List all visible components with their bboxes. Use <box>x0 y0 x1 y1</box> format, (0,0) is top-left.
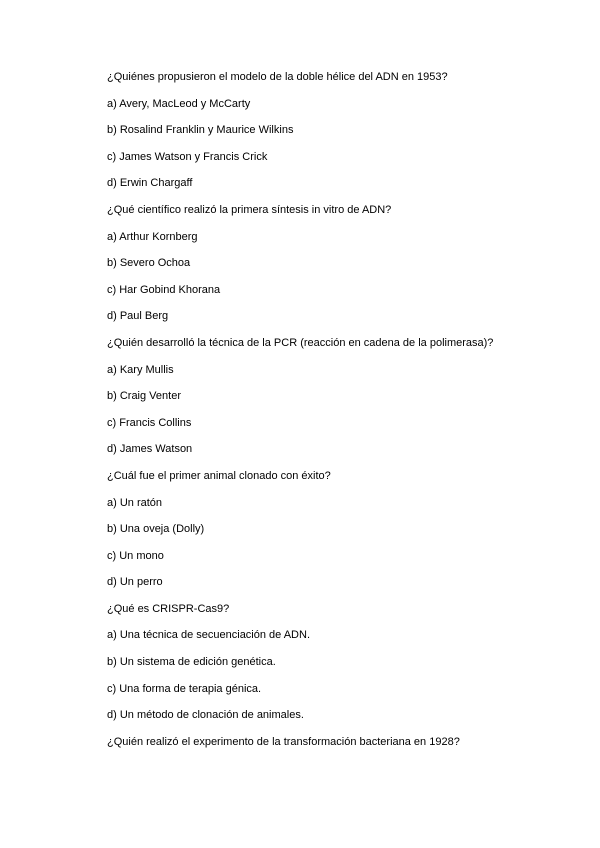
answer-option: a) Kary Mullis <box>107 363 174 376</box>
answer-option: c) Una forma de terapia génica. <box>107 682 262 695</box>
question-block <box>107 470 567 589</box>
answer-option: b) Severo Ochoa <box>107 257 191 270</box>
question-block <box>107 603 567 722</box>
answer-option: b) Una oveja (Dolly) <box>107 523 205 536</box>
answer-option: a) Una técnica de secuenciación de ADN. <box>107 629 311 642</box>
answer-option: b) Craig Venter <box>107 390 181 403</box>
answer-option: d) Erwin Chargaff <box>107 177 193 190</box>
question-text: ¿Quién desarrolló la técnica de la PCR (reacción en cadena de la polimerasa)? <box>107 336 494 349</box>
answer-option: d) Un perro <box>107 576 163 589</box>
question-block <box>107 337 567 456</box>
answer-option: b) Rosalind Franklin y Maurice Wilkins <box>107 124 294 137</box>
question-block <box>107 71 567 190</box>
question-block <box>107 204 567 323</box>
answer-option: d) James Watson <box>107 443 193 456</box>
answer-option: c) Un mono <box>107 549 164 562</box>
question-text: ¿Quién realizó el experimento de la transformación bacteriana en 1928? <box>107 735 460 748</box>
question-text: ¿Cuál fue el primer animal clonado con éxito? <box>107 469 331 482</box>
answer-option: d) Paul Berg <box>107 310 169 323</box>
answer-option: b) Un sistema de edición genética. <box>107 656 276 669</box>
answer-option: c) Har Gobind Khorana <box>107 283 221 296</box>
answer-option: a) Avery, MacLeod y McCarty <box>107 97 251 110</box>
question-block <box>107 736 567 749</box>
answer-option: d) Un método de clonación de animales. <box>107 709 304 722</box>
answer-option: a) Un ratón <box>107 496 163 509</box>
question-text: ¿Qué es CRISPR-Cas9? <box>107 602 230 615</box>
quiz-content <box>107 71 567 762</box>
question-text: ¿Qué científico realizó la primera síntesis in vitro de ADN? <box>107 203 392 216</box>
answer-option: a) Arthur Kornberg <box>107 230 198 243</box>
question-text: ¿Quiénes propusieron el modelo de la doble hélice del ADN en 1953? <box>107 71 448 83</box>
answer-option: c) James Watson y Francis Crick <box>107 150 268 163</box>
answer-option: c) Francis Collins <box>107 416 192 429</box>
